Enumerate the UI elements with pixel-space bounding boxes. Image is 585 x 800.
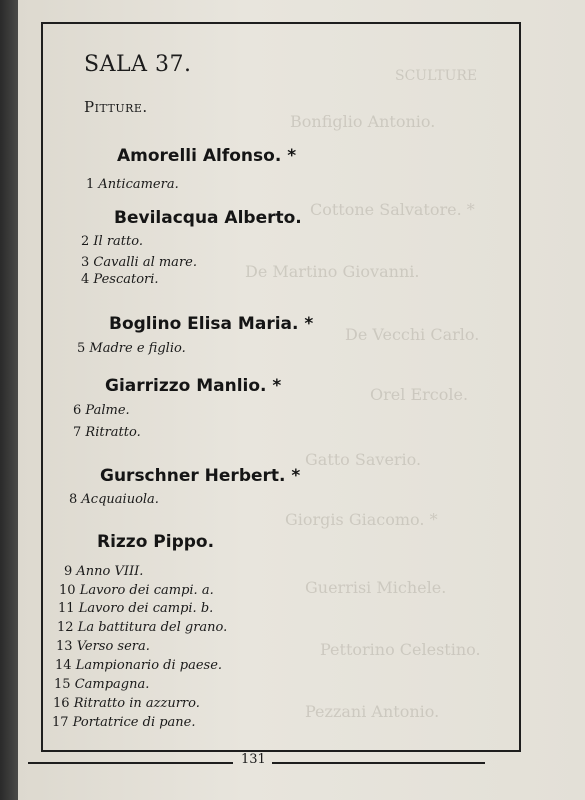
work-number: 6 bbox=[73, 403, 82, 418]
work-item bbox=[86, 177, 179, 192]
bleed-through-text: Gatto Saverio. bbox=[305, 450, 422, 469]
work-item bbox=[59, 583, 214, 598]
footer-rule-left bbox=[28, 762, 233, 764]
bleed-through-text: Pettorino Celestino. bbox=[320, 640, 481, 659]
work-title: Ritratto in azzurro. bbox=[73, 696, 200, 711]
artist-name: Gurschner Herbert. * bbox=[100, 466, 301, 486]
page-number: 131 bbox=[241, 752, 266, 767]
work-number: 9 bbox=[64, 564, 73, 579]
work-title: Campagna. bbox=[74, 677, 150, 692]
work-item bbox=[53, 696, 200, 711]
work-item bbox=[58, 601, 213, 616]
work-title: Verso sera. bbox=[76, 639, 150, 654]
work-item bbox=[69, 492, 159, 507]
work-number: 11 bbox=[58, 601, 75, 616]
work-title: La battitura del grano. bbox=[77, 620, 228, 635]
work-number: 1 bbox=[86, 177, 95, 192]
room-heading: SALA 37. bbox=[84, 52, 192, 77]
work-title: Il ratto. bbox=[93, 234, 143, 249]
bleed-through-text: Orel Ercole. bbox=[370, 385, 469, 404]
work-number: 10 bbox=[59, 583, 76, 598]
work-number: 12 bbox=[57, 620, 74, 635]
book-binding-edge bbox=[0, 0, 18, 800]
work-title: Madre e figlio. bbox=[89, 341, 186, 356]
work-number: 4 bbox=[81, 272, 90, 287]
work-item bbox=[81, 234, 143, 249]
bleed-through-text: De Martino Giovanni. bbox=[245, 262, 420, 281]
work-title: Anticamera. bbox=[98, 177, 179, 192]
bleed-through-text: SCULTURE bbox=[395, 68, 478, 84]
work-number: 5 bbox=[77, 341, 86, 356]
work-item bbox=[56, 639, 150, 654]
work-item bbox=[73, 403, 130, 418]
work-number: 17 bbox=[52, 715, 69, 730]
work-item bbox=[54, 677, 149, 692]
work-number: 16 bbox=[53, 696, 70, 711]
work-title: Lavoro dei campi. b. bbox=[78, 601, 214, 616]
work-title: Ritratto. bbox=[85, 425, 141, 440]
work-item bbox=[73, 425, 141, 440]
work-number: 3 bbox=[81, 255, 90, 270]
work-title: Cavalli al mare. bbox=[93, 255, 197, 270]
bleed-through-text: Giorgis Giacomo. * bbox=[285, 510, 438, 529]
bleed-through-text: Pezzani Antonio. bbox=[305, 702, 440, 721]
work-title: Palme. bbox=[85, 403, 130, 418]
artist-name: Amorelli Alfonso. * bbox=[117, 146, 297, 166]
work-item bbox=[55, 658, 222, 673]
work-item bbox=[57, 620, 227, 635]
work-title: Lavoro dei campi. a. bbox=[79, 583, 214, 598]
work-item bbox=[81, 272, 159, 287]
work-number: 15 bbox=[54, 677, 71, 692]
work-number: 2 bbox=[81, 234, 90, 249]
work-item bbox=[64, 564, 143, 579]
section-heading: Pitture. bbox=[84, 98, 148, 116]
work-number: 14 bbox=[55, 658, 72, 673]
artist-name: Rizzo Pippo. bbox=[97, 532, 215, 552]
artist-name: Boglino Elisa Maria. * bbox=[109, 314, 314, 334]
work-number: 13 bbox=[56, 639, 73, 654]
work-title: Pescatori. bbox=[93, 272, 159, 287]
work-item bbox=[77, 341, 186, 356]
work-number: 7 bbox=[73, 425, 82, 440]
work-title: Acquaiuola. bbox=[81, 492, 159, 507]
work-title: Lampionario di paese. bbox=[75, 658, 223, 673]
footer-rule-right bbox=[272, 762, 485, 764]
work-item bbox=[52, 715, 196, 730]
work-title: Anno VIII. bbox=[76, 564, 144, 579]
bleed-through-text: Cottone Salvatore. * bbox=[310, 200, 475, 219]
bleed-through-text: Bonfiglio Antonio. bbox=[290, 112, 436, 131]
bleed-through-text: Guerrisi Michele. bbox=[305, 578, 447, 597]
bleed-through-text: De Vecchi Carlo. bbox=[345, 325, 480, 344]
artist-name: Bevilacqua Alberto. bbox=[114, 208, 302, 228]
work-title: Portatrice di pane. bbox=[72, 715, 196, 730]
work-number: 8 bbox=[69, 492, 78, 507]
work-item bbox=[81, 255, 197, 270]
artist-name: Giarrizzo Manlio. * bbox=[105, 376, 282, 396]
